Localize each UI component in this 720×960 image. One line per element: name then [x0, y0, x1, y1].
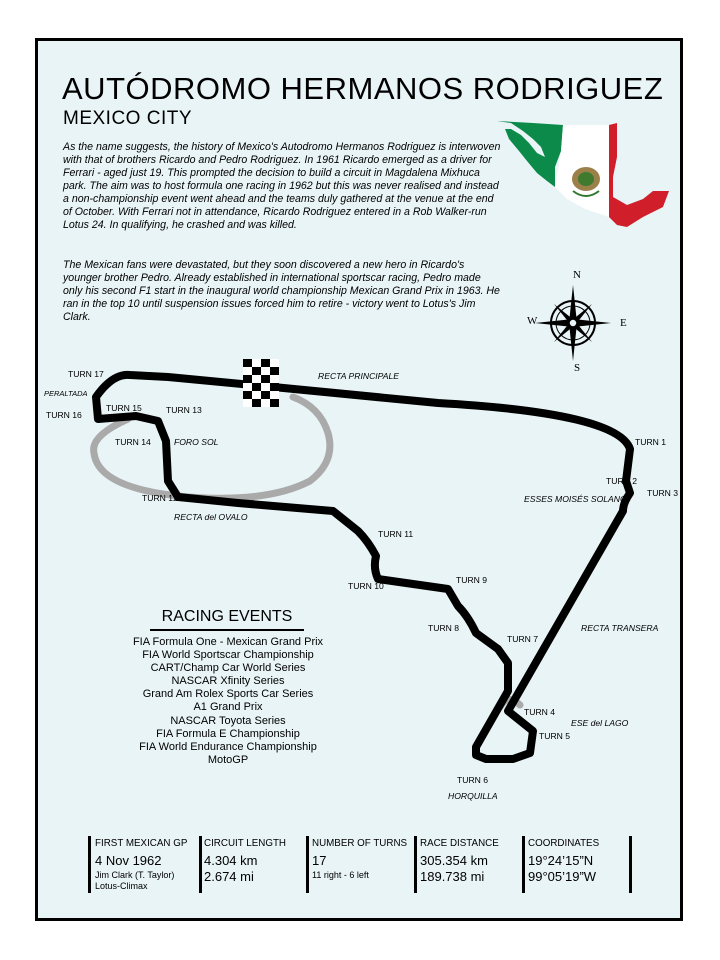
stat-coords-lat: 19°24’15”N: [528, 853, 594, 868]
checkered-flag-icon: [243, 359, 279, 407]
stat-turns-label: NUMBER OF TURNS: [312, 838, 408, 849]
label-ese-lago: ESE del LAGO: [571, 718, 629, 728]
track-map: [38, 41, 683, 921]
stats-divider: [629, 836, 632, 893]
label-recta-ovalo: RECTA del OVALO: [174, 512, 248, 522]
label-turn4: TURN 4: [524, 707, 556, 717]
compass-e: E: [620, 317, 627, 329]
compass-n: N: [573, 269, 581, 281]
stat-first-gp-car: Lotus-Climax: [95, 881, 148, 891]
label-turn7: TURN 7: [507, 634, 539, 644]
label-turn11: TURN 11: [378, 529, 414, 539]
compass-w: W: [527, 315, 538, 327]
label-turn14: TURN 14: [115, 437, 151, 447]
label-esses: ESSES MOISÉS SOLANO: [524, 494, 627, 504]
label-turn12: TURN 12: [142, 493, 178, 503]
label-turn6: TURN 6: [457, 775, 489, 785]
stats-divider: [88, 836, 91, 893]
history-paragraph-1: As the name suggests, the history of Mexico's Autodromo Hermanos Rodriguez is interwoven with that of brothers Ricardo and Pedro Rodriguez. In 1961 Ricardo emerged as a driver for Ferrari - aged just 19. This prompted the decision to build a circuit in Magdalena Mixhuca park. The aim was to host formula one racing in 1962 but this was never realised and instead a non-championship event went ahead and the teams duly gathered at the venue at the end of October. With Ferrari not in attendance, Ricardo Rodriguez entered in a Rob Walker-run Lotus 24. In qualifying, he crashed and was killed.: [63, 141, 501, 231]
stat-distance-label: RACE DISTANCE: [420, 838, 499, 849]
label-turn10: TURN 10: [348, 581, 384, 591]
stat-length-km: 4.304 km: [204, 853, 258, 868]
poster-subtitle: MEXICO CITY: [63, 108, 193, 129]
racing-event-item: MotoGP: [207, 753, 249, 766]
stat-distance-mi: 189.738 mi: [420, 869, 485, 884]
label-turn2: TURN 2: [606, 476, 638, 486]
racing-event-item: NASCAR Xfinity Series: [171, 675, 285, 688]
label-turn8: TURN 8: [428, 623, 460, 633]
label-turn17: TURN 17: [68, 369, 104, 379]
stat-length-mi: 2.674 mi: [204, 869, 254, 884]
poster: [35, 38, 683, 921]
stats-divider: [414, 836, 417, 893]
racing-events-list: [118, 636, 338, 767]
racing-event-item: A1 Grand Prix: [193, 701, 263, 714]
label-horquilla: HORQUILLA: [448, 791, 498, 801]
label-turn3: TURN 3: [647, 488, 679, 498]
racing-event-item: Grand Am Rolex Sports Car Series: [142, 688, 314, 701]
stats-divider: [199, 836, 202, 893]
racing-event-item: FIA World Endurance Championship: [139, 740, 317, 753]
racing-events-title: RACING EVENTS: [161, 608, 293, 625]
racing-events-divider: [150, 629, 304, 631]
label-peraltada: PERALTADA: [44, 389, 88, 398]
stat-first-gp-winner: Jim Clark (T. Taylor): [95, 870, 175, 880]
stat-coords-label: COORDINATES: [528, 838, 600, 849]
compass-s: S: [574, 362, 581, 374]
stats-divider: [522, 836, 525, 893]
label-recta-transera: RECTA TRANSERA: [581, 623, 659, 633]
history-paragraph-2: The Mexican fans were devastated, but they soon discovered a new hero in Ricardo's younger brother Pedro. Already established in international sportscar racing, Pedro made only his second F1 start in the inaugural world championship Mexican Grand Prix in 1963. He ran in the top 10 until suspension issues forced him to retire - victory went to Lotus's Jim Clark.: [63, 259, 500, 323]
label-foro-sol: FORO SOL: [174, 437, 219, 447]
label-turn1: TURN 1: [635, 437, 667, 447]
stat-length-label: CIRCUIT LENGTH: [204, 838, 287, 849]
stat-distance-km: 305.354 km: [420, 853, 488, 868]
label-turn15: TURN 15: [106, 403, 142, 413]
poster-title: AUTÓDROMO HERMANOS RODRIGUEZ: [62, 71, 664, 106]
label-recta-principale: RECTA PRINCIPALE: [318, 371, 400, 381]
stat-turns-count: 17: [312, 853, 327, 868]
label-turn13: TURN 13: [166, 405, 202, 415]
stat-first-gp-label: FIRST MEXICAN GP: [95, 838, 188, 849]
label-turn5: TURN 5: [539, 731, 571, 741]
stats-divider: [306, 836, 309, 893]
racing-event-item: FIA Formula One - Mexican Grand Prix: [132, 636, 324, 648]
stat-coords-lon: 99°05’19”W: [528, 869, 597, 884]
racing-event-item: CART/Champ Car World Series: [150, 662, 306, 675]
racing-event-item: FIA Formula E Championship: [156, 727, 300, 740]
stat-first-gp-date: 4 Nov 1962: [95, 853, 162, 868]
racing-event-item: NASCAR Toyota Series: [170, 714, 286, 727]
stat-turns-detail: 11 right - 6 left: [312, 870, 369, 880]
label-turn9: TURN 9: [456, 575, 488, 585]
label-turn16: TURN 16: [46, 410, 82, 420]
racing-event-item: FIA World Sportscar Championship: [142, 649, 314, 662]
